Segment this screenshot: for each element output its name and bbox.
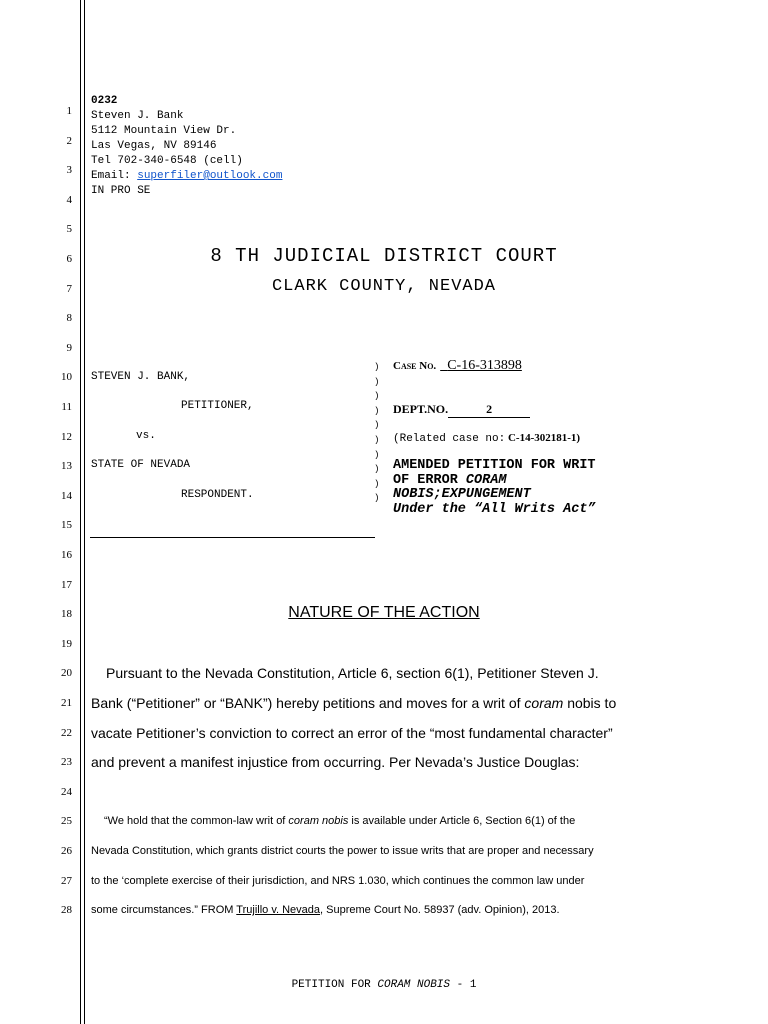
dept-number-label: DEPT.NO.	[393, 402, 449, 416]
line-number: 19	[61, 637, 72, 650]
page-footer	[0, 979, 768, 991]
caption-bracket-column	[374, 360, 379, 506]
footer-page: - 1	[450, 979, 477, 991]
line-number: 26	[61, 845, 72, 857]
line-number: 11	[61, 401, 72, 413]
related-case-row	[393, 432, 580, 445]
document-title	[393, 459, 596, 517]
caption-bracket: )	[374, 478, 380, 489]
line-number: 18	[61, 608, 72, 621]
dept-number-text: 2	[486, 402, 493, 416]
line-number: 20	[61, 667, 72, 680]
caption-divider	[90, 537, 375, 538]
document-title-line2: OF ERROR CORAM	[393, 472, 507, 488]
caption-bracket: )	[374, 362, 380, 372]
line-number: 7	[66, 282, 72, 295]
margin-rule-outer	[80, 0, 81, 1024]
line-number: 4	[66, 193, 72, 206]
court-name: 8 TH JUDICIAL DISTRICT COURT	[210, 245, 558, 267]
case-number-value	[440, 358, 522, 373]
pro-se-label: IN PRO SE	[91, 185, 151, 197]
petitioner-role: PETITIONER,	[181, 400, 254, 412]
filer-address-line2: Las Vegas, NV 89146	[91, 140, 217, 152]
dept-number-value	[448, 402, 530, 418]
body-line-2: Bank (“Petitioner” or “BANK”) hereby petitions and moves for a writ of coram nobis to	[91, 695, 617, 711]
line-number: 17	[61, 578, 72, 591]
dept-number-row	[393, 402, 530, 418]
line-number: 24	[61, 785, 72, 798]
related-case-number: C-14-302181-1)	[507, 432, 581, 444]
petitioner-name: STEVEN J. BANK,	[91, 371, 191, 383]
quote-line-4: some circumstances.” FROM Trujillo v. Nevada, Supreme Court No. 58937 (adv. Opinion), 2013.	[91, 904, 560, 916]
document-title-line3: NOBIS;EXPUNGEMENT	[393, 487, 531, 503]
line-number: 15	[61, 519, 72, 532]
document-title-line1: AMENDED PETITION FOR WRIT	[393, 458, 596, 473]
line-number: 10	[61, 371, 72, 384]
respondent-name: STATE OF NEVADA	[91, 459, 191, 471]
quote-line-3: to the ‘complete exercise of their jurisdiction, and NRS 1.030, which continues the common law under	[91, 875, 585, 887]
respondent-role: RESPONDENT.	[181, 489, 254, 501]
filer-email-row	[91, 169, 282, 184]
case-number-row	[393, 356, 522, 374]
caption-bracket: )	[374, 464, 380, 475]
line-number: 8	[66, 312, 72, 325]
court-county: CLARK COUNTY, NEVADA	[271, 277, 497, 296]
line-number: 12	[61, 430, 72, 443]
caption-bracket: )	[374, 376, 380, 387]
filer-address-line1: 5112 Mountain View Dr.	[91, 125, 237, 137]
line-number: 25	[61, 815, 72, 828]
line-number: 5	[66, 223, 72, 236]
caption-bracket: )	[374, 405, 380, 416]
document-title-line4: Under the “All Writs Act”	[393, 501, 596, 517]
footer-prefix: PETITION FOR	[291, 979, 378, 991]
line-number: 6	[66, 253, 72, 265]
line-number: 9	[66, 341, 72, 354]
versus-label: vs.	[136, 430, 156, 442]
caption-bracket: )	[374, 449, 380, 460]
line-number: 2	[66, 134, 72, 147]
line-number: 21	[61, 697, 72, 709]
quote-line-2: Nevada Constitution, which grants district courts the power to issue writs that are proper and necessary	[91, 845, 594, 857]
body-line-4: and prevent a manifest injustice from occurring. Per Nevada’s Justice Douglas:	[91, 754, 580, 770]
line-number: 23	[61, 756, 72, 769]
line-number: 3	[66, 164, 72, 177]
quote-line-1: “We hold that the common-law writ of coram nobis is available under Article 6, Section 6(1) of the	[104, 815, 576, 827]
email-label: Email:	[91, 170, 138, 182]
footer-italic: CORAM NOBIS	[377, 979, 451, 991]
line-number: 1	[66, 105, 72, 117]
related-case-label: (Related case no:	[393, 433, 506, 445]
section-heading: NATURE OF THE ACTION	[288, 604, 480, 621]
line-number: 22	[61, 726, 72, 739]
caption-bracket: )	[374, 391, 380, 402]
caption-bracket: )	[374, 420, 380, 431]
case-number-label: Case No.	[393, 360, 437, 372]
filing-code: 0232	[91, 95, 118, 107]
line-number: 14	[61, 489, 72, 502]
caption-bracket: )	[374, 493, 380, 504]
line-number: 16	[61, 549, 72, 561]
line-number: 27	[61, 874, 72, 887]
email-link[interactable]: superfiler@outlook.com	[137, 170, 283, 182]
margin-rule-inner	[84, 0, 85, 1024]
body-line-1: Pursuant to the Nevada Constitution, Article 6, section 6(1), Petitioner Steven J.	[106, 665, 599, 681]
line-number: 13	[61, 460, 72, 473]
case-citation: Trujillo v. Nevada	[236, 904, 321, 916]
filer-name: Steven J. Bank	[91, 110, 184, 122]
case-number-text: C-16-313898	[447, 358, 522, 373]
filer-telephone: Tel 702-340-6548 (cell)	[91, 155, 243, 167]
line-number: 28	[61, 904, 72, 917]
caption-bracket: )	[374, 434, 380, 445]
body-line-3: vacate Petitioner’s conviction to correct an error of the “most fundamental character”	[91, 725, 613, 741]
attorney-header	[91, 94, 282, 199]
